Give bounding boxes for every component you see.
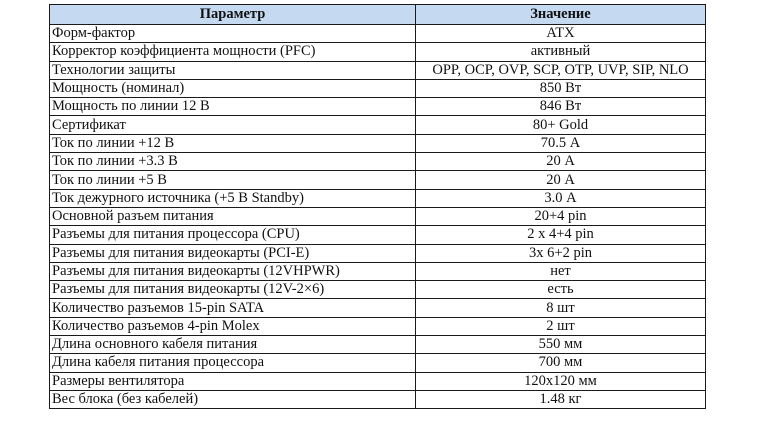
value-cell: 850 Вт — [416, 79, 706, 97]
value-cell: 3x 6+2 pin — [416, 244, 706, 262]
parameter-cell: Основной разъем питания — [50, 207, 416, 225]
table-row — [50, 25, 706, 43]
parameter-cell: Количество разъемов 15-pin SATA — [50, 299, 416, 317]
parameter-cell: Технологии защиты — [50, 61, 416, 79]
value-cell: 120x120 мм — [416, 372, 706, 390]
value-cell: 550 мм — [416, 336, 706, 354]
value-cell: 2 шт — [416, 317, 706, 335]
parameter-cell: Разъемы для питания видеокарты (12VHPWR) — [50, 262, 416, 280]
parameter-cell: Ток дежурного источника (+5 В Standby) — [50, 189, 416, 207]
column-header-value: Значение — [416, 5, 706, 25]
parameter-cell: Мощность (номинал) — [50, 79, 416, 97]
value-cell: 3.0 А — [416, 189, 706, 207]
column-header-parameter: Параметр — [50, 5, 416, 25]
value-cell: 1.48 кг — [416, 390, 706, 408]
value-cell: 8 шт — [416, 299, 706, 317]
parameter-cell: Разъемы для питания процессора (CPU) — [50, 226, 416, 244]
table-row — [50, 134, 706, 152]
value-cell: 70.5 А — [416, 134, 706, 152]
value-cell: 80+ Gold — [416, 116, 706, 134]
value-cell: OPP, OCP, OVP, SCP, OTP, UVP, SIP, NLO — [416, 61, 706, 79]
value-cell: 846 Вт — [416, 98, 706, 116]
value-cell: 20 А — [416, 171, 706, 189]
table-row — [50, 61, 706, 79]
parameter-cell: Длина кабеля питания процессора — [50, 354, 416, 372]
table-row — [50, 372, 706, 390]
table-row — [50, 116, 706, 134]
table-row — [50, 354, 706, 372]
parameter-cell: Сертификат — [50, 116, 416, 134]
table-row — [50, 244, 706, 262]
parameter-cell: Ток по линии +5 В — [50, 171, 416, 189]
parameter-cell: Количество разъемов 4-pin Molex — [50, 317, 416, 335]
parameter-cell: Размеры вентилятора — [50, 372, 416, 390]
parameter-cell: Длина основного кабеля питания — [50, 336, 416, 354]
table-row — [50, 207, 706, 225]
value-cell: ATX — [416, 25, 706, 43]
value-cell: 20 А — [416, 153, 706, 171]
table-header-row — [50, 5, 706, 25]
table-row — [50, 171, 706, 189]
value-cell: 2 x 4+4 pin — [416, 226, 706, 244]
parameter-cell: Разъемы для питания видеокарты (PCI-E) — [50, 244, 416, 262]
table-row — [50, 299, 706, 317]
table-row — [50, 98, 706, 116]
parameter-cell: Ток по линии +12 В — [50, 134, 416, 152]
value-cell: нет — [416, 262, 706, 280]
table-row — [50, 390, 706, 408]
value-cell: активный — [416, 43, 706, 61]
value-cell: 20+4 pin — [416, 207, 706, 225]
parameter-cell: Вес блока (без кабелей) — [50, 390, 416, 408]
parameter-cell: Разъемы для питания видеокарты (12V-2×6) — [50, 281, 416, 299]
table-row — [50, 317, 706, 335]
value-cell: есть — [416, 281, 706, 299]
table-row — [50, 79, 706, 97]
parameter-cell: Форм-фактор — [50, 25, 416, 43]
parameter-cell: Мощность по линии 12 В — [50, 98, 416, 116]
table-row — [50, 336, 706, 354]
parameter-cell: Корректор коэффициента мощности (PFC) — [50, 43, 416, 61]
table-row — [50, 281, 706, 299]
table-row — [50, 189, 706, 207]
table-row — [50, 226, 706, 244]
value-cell: 700 мм — [416, 354, 706, 372]
table-row — [50, 43, 706, 61]
specifications-table — [49, 4, 706, 409]
table-row — [50, 153, 706, 171]
table-row — [50, 262, 706, 280]
parameter-cell: Ток по линии +3.3 В — [50, 153, 416, 171]
